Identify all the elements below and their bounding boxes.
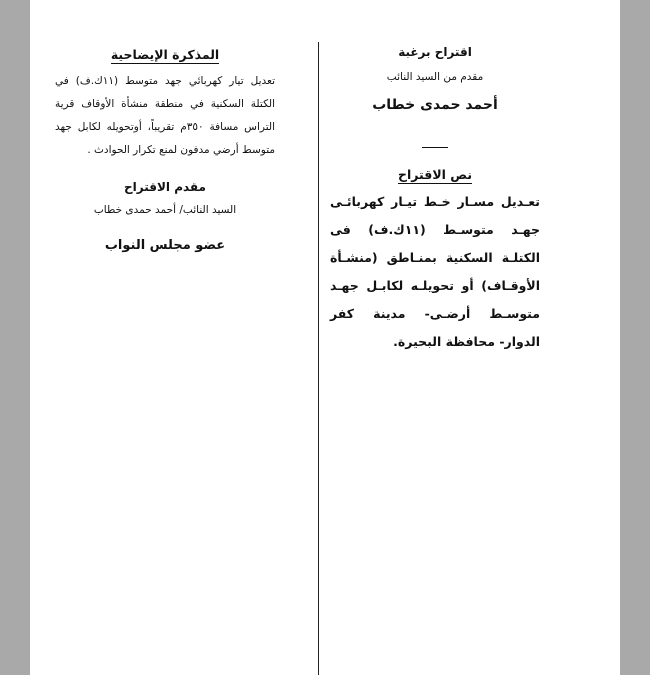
request-line: اقتراح برغبة <box>398 45 472 59</box>
document-page <box>30 0 620 675</box>
memo-column <box>55 40 275 253</box>
proposal-heading: نص الاقتراح <box>397 167 473 182</box>
memo-text: تعديل تيار كهربائي جهد متوسط (١١ك.ف) في الكتلة السكنية في منطقة منشأة الأوقاف قرية التراس مسافة ٣٥٠م تقريباً، أوتحويله لكابل جهد متوسط أرضي مدفون لمنع تكرار الحوادث . <box>55 75 275 156</box>
member-title: عضو مجلس النواب <box>104 238 226 253</box>
separator-dash <box>422 147 448 148</box>
proposal-column <box>330 40 540 356</box>
deputy-name: أحمد حمدى خطاب <box>372 97 498 113</box>
proposal-text: تعـديل مسـار خـط تيـار كهربائـى جهـد متوسـط (١١ك.ف) فى الكتلـة السكنية بمنـاطق (منشـأة الأوقـاف) أو تحويلـه لكابـل جهـد متوسـط أرضـى- مدينة كفر الدوار- محافظة البحيرة. <box>330 194 540 349</box>
column-divider <box>318 42 319 675</box>
memo-heading: المذكرة الإيضاحية <box>110 47 220 62</box>
submitter-line: السيد النائب/ أحمد حمدى خطاب <box>93 204 237 216</box>
submitter-heading: مقدم الاقتراح <box>123 180 206 194</box>
submitted-by-line: مقدم من السيد النائب <box>386 71 484 83</box>
